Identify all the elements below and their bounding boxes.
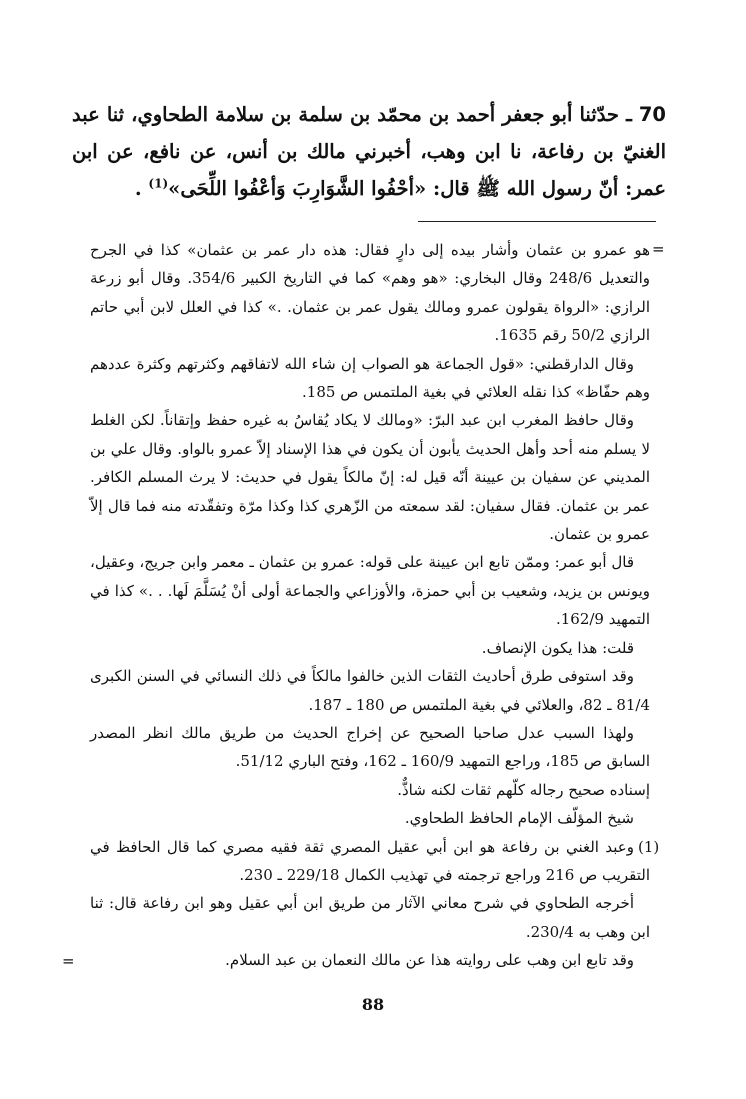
hadith-dash: ـ	[619, 103, 639, 126]
footnote-1-paragraph: أخرجه الطحاوي في شرح معاني الآثار من طريق ابن أبي عقيل وهو ابن رفاعة قال: ثنا ابن وهب به 230/4.	[90, 894, 650, 941]
hadith-quote: «أحْفُوا الشَّوَارِبَ وَأعْفُوا اللِّحَى»	[168, 177, 427, 200]
footnote-1-paragraph: إسناده صحيح رجاله كلّهم ثقات لكنه شاذٌّ.	[397, 780, 650, 799]
continued-mark: =	[62, 952, 75, 970]
note-paragraph: قال أبو عمر: وممّن تابع ابن عيينة على قوله: عمرو بن عثمان ـ معمر وابن جريج، وعقيل، ويونس بن يزيد، وشعيب بن أبي حمزة، والأوزاعي والجماعة أولى أنْ يُسَلَّمَ لَها. . .» كذا في التمهيد 162/9.	[90, 553, 650, 629]
note-paragraph: قلت: هذا يكون الإنصاف.	[481, 638, 634, 657]
footnote-reference: (1)	[148, 176, 169, 191]
footnote-marker: (1)	[638, 838, 660, 856]
note-paragraph: وقال الدارقطني: «قول الجماعة هو الصواب إن شاء الله لاتفاقهم وكثرتهم وكثرة عددهم وهم حفّاظ» كذا نقله العلائي في بغية الملتمس ص 185.	[90, 354, 650, 402]
note-paragraph: ولهذا السبب عدل صاحبا الصحيح عن إخراج الحديث من طريق مالك انظر المصدر السابق ص 185، وراجع التمهيد 160/9 ـ 162، وفتح الباري 51/12.	[90, 723, 650, 771]
page-number: 88	[361, 995, 385, 1014]
footnote-1-paragraph: وعبد الغني بن رفاعة هو ابن أبي عقيل المصري ثقة فقيه مصري كما قال الحافظ في التقريب ص 216 وراجع ترجمته في تهذيب الكمال 229/18 ـ 230.	[90, 837, 650, 884]
hadith-end: .	[134, 177, 149, 200]
note-paragraph: هو عمرو بن عثمان وأشار بيده إلى دارٍ فقال: هذه دار عمر بن عثمان» كذا في الجرح والتعديل 248/6 وقال البخاري: «هو وهم» كما في التاريخ الكبير 354/6. وقال أبو زرعة الرازي: «الرواة يقولون عمرو ومالك يقول عمر بن عثمان. .» كذا في العلل لابن أبي حاتم الرازي 50/2 رقم 1635.	[90, 241, 651, 345]
footnote-1-paragraph: وقد تابع ابن وهب على روايته هذا عن مالك النعمان بن عبد السلام.	[225, 951, 634, 970]
hadith-number: 70	[638, 103, 666, 126]
hadith-paragraph	[72, 96, 666, 207]
continuation-mark: =	[652, 240, 665, 258]
note-paragraph: وقال حافظ المغرب ابن عبد البرّ: «ومالك لا يكاد يُقاسُ به غيره حفظ وإتقاناً. لكن الغلط لا يسلم منه أحد وأهل الحديث يأبون أن يكون في هذا الإسناد إلاّ عمرو بالواو. وقال علي بن المديني عن سفيان بن عيينة أنّه قيل له: إنّ مالكاً يقول في حديث: لا يرث المسلم الكافر. عمر بن عثمان. فقال سفيان: لقد سمعته من الزّهري كذا وكذا مرّة وتفقّدته منه فما قال إلاّ عمرو بن عثمان.	[90, 411, 650, 544]
note-paragraph: وقد استوفى طرق أحاديث الثقات الذين خالفوا مالكاً في ذلك النسائي في السنن الكبرى 81/4 ـ 82، والعلائي في بغية الملتمس ص 180 ـ 187.	[90, 667, 650, 714]
footnote-1-paragraph: شيخ المؤلّف الإمام الحافظ الطحاوي.	[404, 809, 634, 828]
footnotes	[90, 236, 650, 975]
hadith-text: حدّثنا أبو جعفر أحمد بن محمّد بن سلمة بن سلامة الطحاوي، ثنا عبد الغنيّ بن رفاعة، نا ابن وهب، أخبرني مالك بن أنس، عن نافع، عن ابن عمر: أنّ رسول الله ﷺ قال:	[72, 103, 666, 200]
footnote-separator	[418, 221, 656, 222]
